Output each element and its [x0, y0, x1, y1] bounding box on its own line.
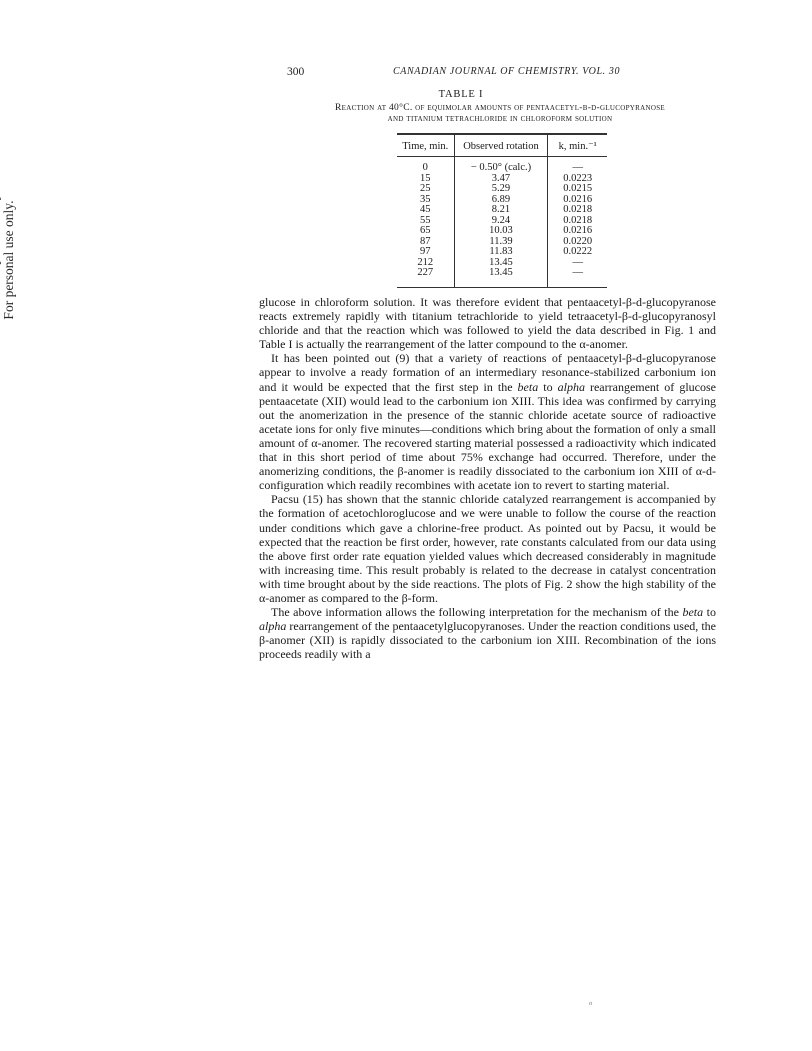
table-caption-line-2: and titanium tetrachloride in chloroform solution — [387, 114, 613, 124]
cell-k: 0.0216 — [548, 195, 607, 206]
cell-rotation: 11.39 — [454, 237, 548, 248]
body-text — [259, 295, 716, 661]
cell-time: 87 — [420, 235, 431, 247]
table-row — [397, 268, 607, 287]
cell-rotation: 6.89 — [454, 195, 548, 206]
cell-k: 0.0218 — [548, 205, 607, 216]
cell-rotation: 3.47 — [454, 174, 548, 185]
table-caption — [287, 103, 713, 125]
table-row — [397, 247, 607, 258]
cell-rotation: − 0.50° (calc.) — [454, 157, 548, 174]
paragraph: glucose in chloroform solution. It was therefore evident that pentaacetyl-β-d-glucopyranose reacts extremely rapidly with titanium tetrachloride to yield tetraacetyl-β-d-glucopyranosyl chloride and that the reaction which was followed to yield the data described in Fig. 1 and Table I is actually the rearrangement of the latter compound to the α-anomer. — [259, 295, 716, 352]
cell-k: 0.0216 — [548, 226, 607, 237]
cell-time: 45 — [420, 204, 431, 215]
cell-k: — — [548, 157, 607, 174]
cell-rotation: 5.29 — [454, 184, 548, 195]
page-number: 300 — [287, 66, 305, 78]
cell-k: 0.0223 — [548, 174, 607, 185]
journal-title: CANADIAN JOURNAL OF CHEMISTRY. VOL. 30 — [393, 66, 621, 77]
header-time: Time, min. — [397, 134, 454, 157]
download-watermark — [0, 0, 16, 540]
cell-rotation: 8.21 — [454, 205, 548, 216]
table-caption-line-1: Reaction at 40°C. of equimolar amounts of pentaacetyl-β-d-glucopyranose — [335, 103, 665, 113]
paragraph: Pacsu (15) has shown that the stannic chloride catalyzed rearrangement is accompanied by the formation of acetochloroglucose and we were unable to follow the course of the reaction under conditions which gave a chlorine-free product. As pointed out by Pacsu, it would be expected that the reaction be first order, however, rate constants calculated from our data using the above first order rate equation yielded values which decreased considerably in magnitude with increasing time. This result probably is related to the decrease in catalyst concentration with time brought about by the side reactions. The plots of Fig. 2 show the high stability of the α-anomer as compared to the β-form. — [259, 492, 716, 605]
cell-time: 97 — [420, 246, 431, 257]
cell-time: 55 — [420, 214, 431, 226]
cell-rotation: 9.24 — [454, 216, 548, 227]
cell-k: — — [548, 268, 607, 287]
cell-time: 0 — [422, 162, 428, 173]
cell-k: 0.0215 — [548, 184, 607, 195]
cell-rotation: 13.45 — [454, 258, 548, 269]
cell-time: 65 — [420, 225, 431, 236]
cell-rotation: 11.83 — [454, 247, 548, 258]
cell-k: 0.0218 — [548, 216, 607, 227]
data-table — [397, 133, 607, 290]
paragraph: The above information allows the following interpretation for the mechanism of the beta to alpha rearrangement of the pentaacetylglucopyranoses. Under the reaction conditions used, the β-anomer (XII) is rapidly dissociated to the carbonium ion XIII. Recombination of the ions proceeds readily with a — [259, 605, 716, 662]
cell-k: 0.0220 — [548, 237, 607, 248]
table-row — [397, 184, 607, 195]
cell-time: 15 — [420, 172, 431, 184]
header-rotation: Observed rotation — [454, 134, 548, 157]
cell-rotation: 13.45 — [454, 268, 548, 287]
cell-time: 227 — [417, 267, 434, 278]
footer-mark: σ — [589, 1001, 593, 1007]
paragraph: It has been pointed out (9) that a variety of reactions of pentaacetyl-β-d-glucopyranose appear to involve a ready formation of an intermediary resonance-stabilized carbonium ion and it would be expected that the first step in the beta to alpha rearrangement of glucose pentaacetate (XII) would lead to the carbonium ion XIII. This idea was confirmed by carrying out the anomerization in the presence of the stannic chloride acetate source of radioactive acetate ions for only five minutes—conditions which bring about the formation of only a small amount of α-anomer. The recovered starting material possessed a radioactivity which indicated that in this short period of time about 75% exchange had occurred. Therefore, under the anomerizing conditions, the β-anomer is readily dissociated to the carbonium ion XIII of α-d-configuration which readily recombines with acetate ion to revert to starting material. — [259, 351, 716, 493]
cell-time: 25 — [420, 183, 431, 194]
table-body — [397, 157, 607, 288]
cell-time: 35 — [420, 193, 431, 205]
table-bottom-rule — [397, 287, 607, 290]
cell-time: 212 — [417, 256, 434, 268]
cell-k: 0.0222 — [548, 247, 607, 258]
cell-rotation: 10.03 — [454, 226, 548, 237]
header-k: k, min.⁻¹ — [548, 134, 607, 157]
table-header-row — [397, 134, 607, 157]
watermark-line-2: For personal use only. — [1, 200, 16, 320]
table-label: TABLE I — [438, 89, 484, 100]
cell-k: — — [548, 258, 607, 269]
table-row — [397, 157, 607, 174]
table-row — [397, 205, 607, 216]
table-row — [397, 226, 607, 237]
